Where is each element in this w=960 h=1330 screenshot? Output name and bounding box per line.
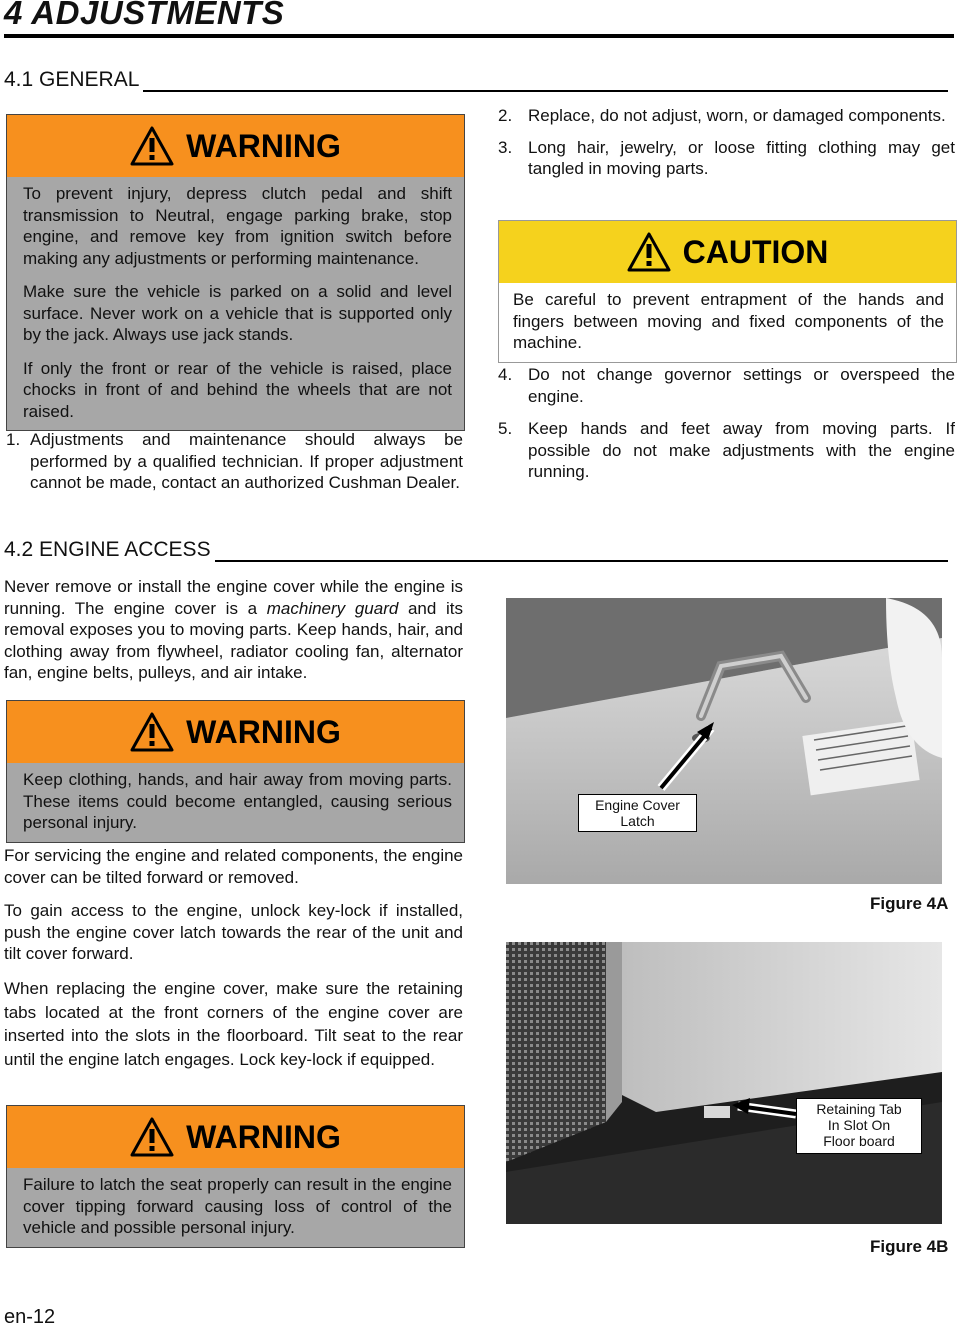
list-item: [6, 429, 463, 494]
caution-header: [499, 221, 956, 283]
warning-triangle-icon: [130, 1117, 174, 1157]
warning-paragraph: To prevent injury, depress clutch pedal and shift transmission to Neutral, engage parking brake, stop engine, and remove key from ignition switch before making any adjustments or performing maintenance.: [23, 184, 452, 268]
figure-4a-photo: [506, 598, 942, 884]
list-number: 1.: [6, 430, 21, 449]
section-rule: [143, 74, 948, 92]
list-text: Adjustments and maintenance should always be performed by a qualified technician. If proper adjustment cannot be made, contact an authorized Cushman Dealer.: [30, 430, 463, 492]
warning-triangle-icon: [130, 712, 174, 752]
caution-body: Be careful to prevent entrapment of the hands and fingers between moving and fixed components of the machine.: [513, 290, 944, 352]
engine-access-para2: For servicing the engine and related components, the engine cover can be tilted forward or removed.: [4, 846, 463, 887]
chapter-rule: [4, 34, 954, 38]
warning-header-2: [7, 701, 464, 763]
callout-line: Latch: [620, 813, 655, 829]
warning-heading-2: WARNING: [186, 713, 341, 750]
retaining-tab-photo: [506, 942, 942, 1224]
general-list-left: [6, 429, 463, 494]
callout-line: In Slot On: [827, 1117, 891, 1133]
list-item: [498, 105, 955, 127]
list-number: 3.: [498, 137, 513, 157]
figure-4b-label: Figure 4B: [870, 1237, 949, 1256]
figure-4b-photo: [506, 942, 942, 1224]
warning-body-3: Failure to latch the seat properly can result in the engine cover tipping forward causing loss of control of the vehicle and possible personal injury.: [7, 1168, 464, 1247]
list-number: 2.: [498, 106, 513, 125]
engine-cover-latch-photo: [506, 598, 942, 884]
warning-box-3: [6, 1105, 465, 1248]
warning-heading-1: WARNING: [186, 127, 341, 164]
callout-line: Retaining Tab: [816, 1101, 902, 1117]
caution-heading: CAUTION: [682, 233, 829, 270]
intro-italic: machinery guard: [266, 598, 399, 618]
warning-box-2: [6, 700, 465, 843]
engine-access-intro: [4, 576, 463, 684]
section-rule: [215, 544, 948, 562]
callout-engine-cover-latch: [578, 794, 697, 832]
list-item: [498, 364, 955, 407]
list-text: Keep hands and feet away from moving parts. If possible do not make adjustments with the engine running.: [528, 419, 955, 481]
section-engine-access-title: 4.2 ENGINE ACCESS: [4, 538, 211, 561]
warning-triangle-icon: [130, 126, 174, 166]
general-list-right-bottom: [498, 364, 955, 483]
list-text: Do not change governor settings or overspeed the engine.: [528, 365, 955, 406]
engine-access-para4: When replacing the engine cover, make sure the retaining tabs located at the front corners of the engine cover are inserted into the slots in the floorboard. Tilt seat to the rear until the engine latch engages. Lock key-lock if equipped.: [4, 979, 463, 1069]
warning-body-1: [7, 177, 464, 430]
warning-paragraph: If only the front or rear of the vehicle is raised, place chocks in front of and behind the wheels that are not raised.: [23, 358, 452, 421]
intro-text: Never remove or install the engine cover while the engine is running. The engine cover is a: [4, 577, 463, 618]
list-text: Long hair, jewelry, or loose fitting clothing may get tangled in moving parts.: [528, 137, 955, 178]
intro-text: and its removal exposes you to moving parts. Keep hands, hair, and clothing away from flywheel, radiator cooling fan, alternator fan, engine belts, pulleys, and air intake.: [4, 598, 463, 682]
list-number: 5.: [498, 419, 513, 438]
section-general-heading: [4, 68, 948, 92]
section-engine-access-heading: [4, 538, 948, 562]
caution-box: [498, 220, 957, 363]
section-general-title: 4.1 GENERAL: [4, 68, 140, 91]
engine-access-para3: To gain access to the engine, unlock key-lock if installed, push the engine cover latch towards the rear of the unit and tilt cover forward.: [4, 901, 463, 963]
callout-line: Floor board: [823, 1133, 895, 1149]
warning-triangle-icon: [627, 232, 671, 272]
list-item: [498, 418, 955, 483]
warning-body-2: Keep clothing, hands, and hair away from moving parts. These items could become entangled, causing serious personal injury.: [7, 763, 464, 842]
list-text: Replace, do not adjust, worn, or damaged components.: [528, 106, 946, 125]
warning-box-1: [6, 114, 465, 431]
warning-header-1: [7, 115, 464, 177]
callout-line: Engine Cover: [595, 797, 680, 813]
warning-paragraph: Make sure the vehicle is parked on a solid and level surface. Never work on a vehicle that is supported only by the jack. Always use jack stands.: [23, 282, 452, 344]
callout-retaining-tab: [796, 1098, 922, 1154]
warning-heading-3: WARNING: [186, 1118, 341, 1155]
general-list-right-top: [498, 105, 955, 180]
chapter-title: 4 ADJUSTMENTS: [4, 0, 285, 31]
list-number: 4.: [498, 365, 513, 384]
page-number: en-12: [4, 1306, 56, 1328]
figure-4a-label: Figure 4A: [870, 894, 949, 913]
list-item: [498, 137, 955, 180]
warning-header-3: [7, 1106, 464, 1168]
